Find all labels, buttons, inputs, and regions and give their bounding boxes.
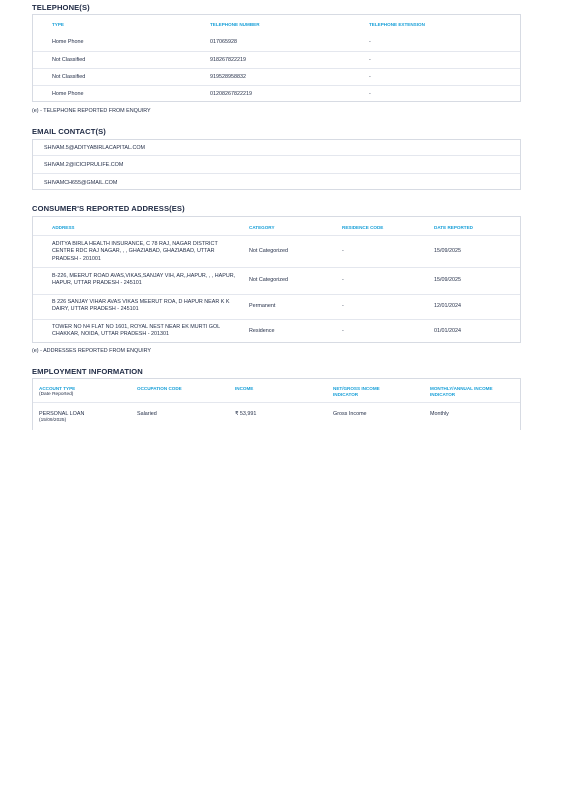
phone-number: 017065928 xyxy=(210,39,237,45)
email-item: SHIVAMCH655@GMAIL.COM xyxy=(44,180,118,186)
address-category: Residence xyxy=(249,328,275,334)
phone-type: Not Classified xyxy=(52,74,86,80)
col-residence-code-header: RESIDENCE CODE xyxy=(342,225,384,230)
addresses-table xyxy=(32,216,521,343)
phone-extension: - xyxy=(369,74,371,80)
row-divider xyxy=(33,51,520,52)
phone-type: Home Phone xyxy=(52,39,84,45)
address-text: B 226 SANJAY VIHAR AVAS VIKAS MEERUT ROA, D HAPUR NEAR K K DAIRY, UTTAR PRADESH - 245101 xyxy=(52,299,230,313)
employment-title: EMPLOYMENT INFORMATION xyxy=(32,367,143,376)
header-divider xyxy=(33,402,520,403)
header-divider xyxy=(33,235,520,236)
col-net-gross-header: NET/GROSS INCOME INDICATOR xyxy=(333,386,380,397)
col-account-type-header: ACCOUNT TYPE xyxy=(39,386,76,391)
phone-number: 918267822219 xyxy=(210,57,246,63)
col-occupation-header: OCCUPATION CODE xyxy=(137,386,182,391)
address-date: 01/01/2024 xyxy=(434,328,461,334)
address-text: ADITYA BIRLA HEALTH INSURANCE, C 78 RAJ, NAGAR DISTRICT CENTRE RDC RAJ NAGAR, , , GHAZIABAD, GHAZIABAD, UTTAR PRADESH - 201001 xyxy=(52,241,218,262)
telephones-note: (e) - TELEPHONE REPORTED FROM ENQUIRY xyxy=(32,108,151,114)
address-residence-code: - xyxy=(342,328,344,334)
col-telephone-number-header: TELEPHONE NUMBER xyxy=(210,22,260,27)
employment-table xyxy=(32,378,521,430)
row-divider xyxy=(33,155,520,156)
phone-extension: - xyxy=(369,57,371,63)
address-category: Not Categorized xyxy=(249,277,288,283)
employment-net-gross: Gross Income xyxy=(333,411,367,417)
addresses-note: (e) - ADDRESSES REPORTED FROM ENQUIRY xyxy=(32,348,152,354)
address-date: 12/01/2024 xyxy=(434,303,461,309)
emails-title: EMAIL CONTACT(S) xyxy=(32,127,106,136)
row-divider xyxy=(33,173,520,174)
address-category: Not Categorized xyxy=(249,248,288,254)
phone-number: 01208267822219 xyxy=(210,91,252,97)
col-category-header: CATEGORY xyxy=(249,225,275,230)
phone-number: 919528958832 xyxy=(210,74,246,80)
phone-extension: - xyxy=(369,91,371,97)
col-income-header: INCOME xyxy=(235,386,254,391)
row-divider xyxy=(33,267,520,268)
employment-monthly-annual: Monthly xyxy=(430,411,449,417)
col-address-header: ADDRESS xyxy=(52,225,75,230)
col-date-reported-header: DATE REPORTED xyxy=(434,225,473,230)
emails-table xyxy=(32,139,521,190)
row-divider xyxy=(33,319,520,320)
address-text: B-226, MEERUT ROAD AVAS,VIKAS,SANJAY VIH, AR,,HAPUR, , , HAPUR, HAPUR, UTTAR PRADESH - 245101 xyxy=(52,273,236,287)
col-monthly-annual-header: MONTHLY/ANNUAL INCOME INDICATOR xyxy=(430,386,493,397)
address-date: 15/09/2025 xyxy=(434,248,461,254)
employment-account-type: PERSONAL LOAN xyxy=(39,411,85,417)
col-account-type-subheader: (Date Reported) xyxy=(39,392,74,397)
addresses-title: CONSUMER'S REPORTED ADDRESS(ES) xyxy=(32,204,185,213)
row-divider xyxy=(33,294,520,295)
phone-extension: - xyxy=(369,39,371,45)
address-residence-code: - xyxy=(342,248,344,254)
employment-occupation: Salaried xyxy=(137,411,157,417)
col-telephone-extension-header: TELEPHONE EXTENSION xyxy=(369,22,425,27)
address-residence-code: - xyxy=(342,277,344,283)
col-type-header: TYPE xyxy=(52,22,64,27)
phone-type: Home Phone xyxy=(52,91,84,97)
address-date: 15/09/2025 xyxy=(434,277,461,283)
employment-date-reported: (15/09/2025) xyxy=(39,418,67,423)
address-category: Permanent xyxy=(249,303,276,309)
employment-income: ₹ 53,991 xyxy=(235,411,257,417)
telephones-title: TELEPHONE(S) xyxy=(32,3,90,12)
email-item: SHIVAM.2@ICICIPRULIFE.COM xyxy=(44,162,124,168)
email-item: SHIVAM.5@ADITYABIRLACAPITAL.COM xyxy=(44,145,146,151)
phone-type: Not Classified xyxy=(52,57,86,63)
address-residence-code: - xyxy=(342,303,344,309)
row-divider xyxy=(33,85,520,86)
row-divider xyxy=(33,68,520,69)
telephones-table xyxy=(32,14,521,102)
address-text: TOWER NO N4 FLAT NO 1601, ROYAL NEST NEAR EK MURTI GOL CHAKKAR, NOIDA, UTTAR PRADESH - 201301 xyxy=(52,324,220,338)
